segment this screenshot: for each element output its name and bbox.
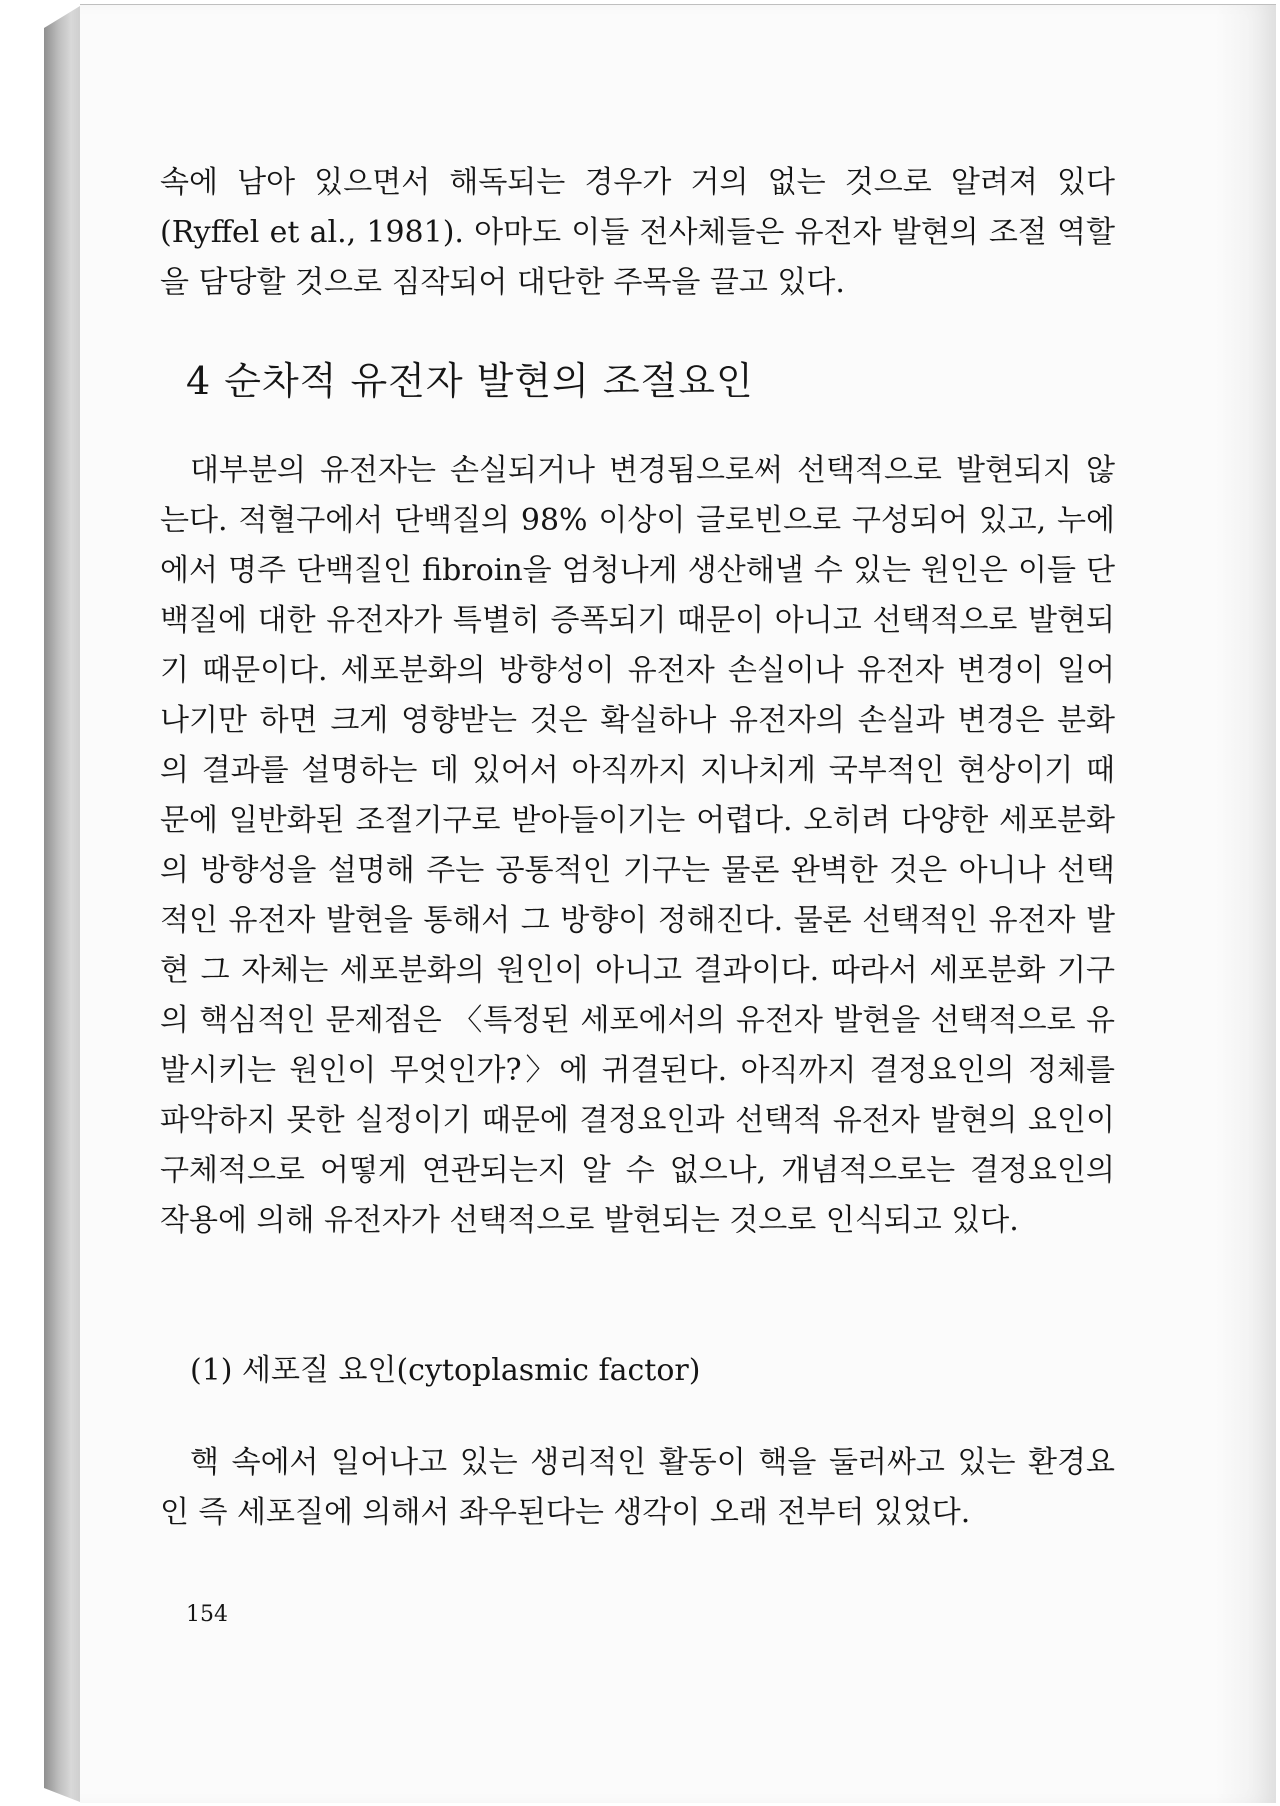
- section-heading: 4 순차적 유전자 발현의 조절요인: [186, 359, 754, 403]
- book-spine: [44, 6, 80, 1802]
- intro-paragraph: 속에 남아 있으면서 해독되는 경우가 거의 없는 것으로 알려져 있다 (Ryffel et al., 1981). 아마도 이들 전사체들은 유전자 발현의 조절 역할을 담당할 것으로 짐작되어 대단한 주목을 끌고 있다.: [160, 165, 1115, 300]
- section-paragraph: 대부분의 유전자는 손실되거나 변경됨으로써 선택적으로 발현되지 않는다. 적혈구에서 단백질의 98% 이상이 글로빈으로 구성되어 있고, 누에에서 명주 단백질인 fibroin을 엄청나게 생산해낼 수 있는 원인은 이들 단백질에 대한 유전자가 특별히 증폭되기 때문이 아니고 선택적으로 발현되기 때문이다. 세포분화의 방향성이 유전자 손실이나 유전자 변경이 일어나기만 하면 크게 영향받는 것은 확실하나 유전자의 손실과 변경은 분화의 결과를 설명하는 데 있어서 아직까지 지나치게 국부적인 현상이기 때문에 일반화된 조절기구로 받아들이기는 어렵다. 오히려 다양한 세포분화의 방향성을 설명해 주는 공통적인 기구는 물론 완벽한 것은 아니나 선택적인 유전자 발현을 통해서 그 방향이 정해진다. 물론 선택적인 유전자 발현 그 자체는 세포분화의 원인이 아니고 결과이다. 따라서 세포분화 기구의 핵심적인 문제점은 〈특정된 세포에서의 유전자 발현을 선택적으로 유발시키는 원인이 무엇인가?〉에 귀결된다. 아직까지 결정요인의 정체를 파악하지 못한 실정이기 때문에 결정요인과 선택적 유전자 발현의 요인이 구체적으로 어떻게 연관되는지 알 수 없으나, 개념적으로는 결정요인의 작용에 의해 유전자가 선택적으로 발현되는 것으로 인식되고 있다.: [160, 453, 1115, 1238]
- page-number: 154: [186, 1602, 228, 1627]
- page-edge-shadow: [1216, 5, 1276, 1803]
- subsection-paragraph: 핵 속에서 일어나고 있는 생리적인 활동이 핵을 둘러싸고 있는 환경요인 즉 세포질에 의해서 좌우된다는 생각이 오래 전부터 있었다.: [160, 1445, 1115, 1530]
- subsection-heading: (1) 세포질 요인(cytoplasmic factor): [190, 1353, 701, 1388]
